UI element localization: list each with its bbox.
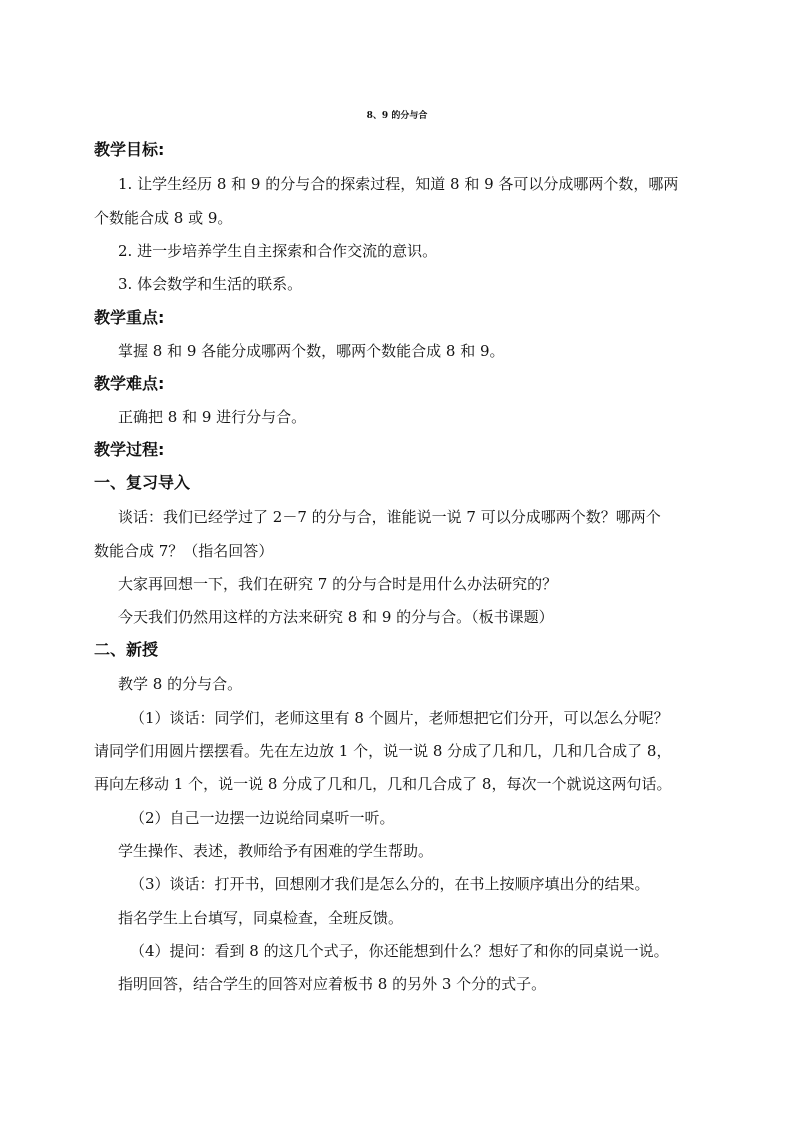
- goal-item-1-line-1: 1. 让学生经历 8 和 9 的分与合的探索过程，知道 8 和 9 各可以分成哪两个数，哪两: [118, 175, 679, 193]
- section-1-paragraph-1-line-1: 谈话：我们已经学过了 2－7 的分与合，谁能说一说 7 可以分成哪两个数？哪两个: [118, 508, 661, 526]
- key-points-heading: 教学重点:: [94, 308, 165, 327]
- section-1-heading: 一、复习导入: [94, 473, 191, 492]
- step-2-note: 学生操作、表述，教师给予有困难的学生帮助。: [118, 842, 434, 860]
- step-4: （4）提问：看到 8 的这几个式子，你还能想到什么？想好了和你的同桌说一说。: [130, 942, 669, 960]
- document-title: 8、9 的分与合: [366, 111, 428, 121]
- section-1-paragraph-3: 今天我们仍然用这样的方法来研究 8 和 9 的分与合。（板书课题）: [118, 608, 554, 626]
- section-1-paragraph-1-line-2: 数能合成 7？（指名回答）: [94, 542, 274, 560]
- difficulties-text: 正确把 8 和 9 进行分与合。: [118, 408, 307, 426]
- step-1-line-1: （1）谈话：同学们，老师这里有 8 个圆片，老师想把它们分开，可以怎么分呢？: [130, 709, 669, 727]
- step-3: （3）谈话：打开书，回想刚才我们是怎么分的，在书上按顺序填出分的结果。: [130, 875, 650, 893]
- difficulties-heading: 教学难点:: [94, 374, 165, 393]
- section-1-paragraph-2: 大家再回想一下，我们在研究 7 的分与合时是用什么办法研究的？: [118, 575, 558, 593]
- goal-item-2: 2. 进一步培养学生自主探索和合作交流的意识。: [118, 242, 438, 260]
- step-4-note: 指明回答，结合学生的回答对应着板书 8 的另外 3 个分的式子。: [118, 975, 547, 993]
- goal-item-1-line-2: 个数能合成 8 或 9。: [94, 209, 233, 227]
- key-points-text: 掌握 8 和 9 各能分成哪两个数，哪两个数能合成 8 和 9。: [118, 342, 505, 360]
- step-2: （2）自己一边摆一边说给同桌听一听。: [130, 809, 395, 827]
- section-2-heading: 二、新授: [94, 640, 159, 659]
- step-1-line-3: 再向左移动 1 个，说一说 8 分成了几和几，几和几合成了 8，每次一个就说这两句话。: [94, 775, 672, 793]
- goals-heading: 教学目标:: [94, 140, 165, 159]
- section-2-intro: 教学 8 的分与合。: [118, 675, 243, 693]
- step-3-note: 指名学生上台填写，同桌检查，全班反馈。: [118, 909, 404, 927]
- goal-item-3: 3. 体会数学和生活的联系。: [118, 275, 303, 293]
- step-1-line-2: 请同学们用圆片摆摆看。先在左边放 1 个，说一说 8 分成了几和几，几和几合成了 8，: [94, 742, 672, 760]
- process-heading: 教学过程:: [94, 440, 165, 459]
